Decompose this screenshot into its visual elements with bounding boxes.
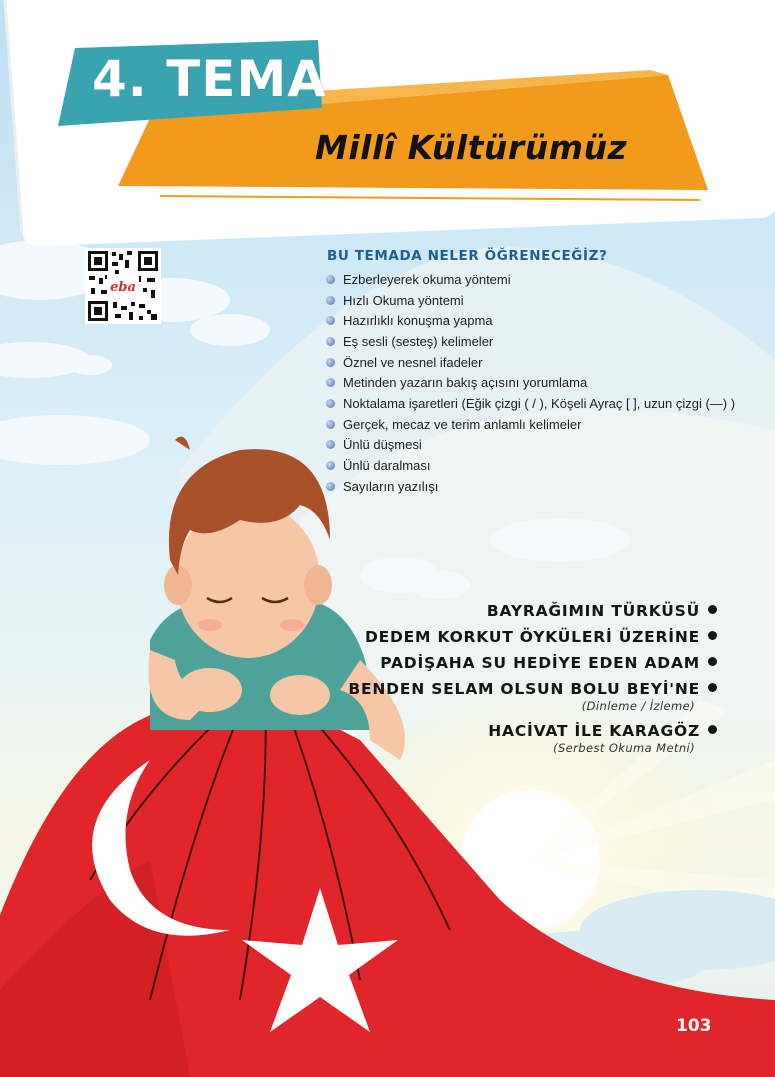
bullet-icon <box>326 316 335 325</box>
list-item: Ünlü düşmesi <box>326 435 735 456</box>
list-item: Ünlü daralması <box>326 455 735 476</box>
bullet-icon <box>326 296 335 305</box>
qr-code[interactable] <box>85 248 161 324</box>
topic-list <box>348 598 717 760</box>
theme-title: 4. TEMA <box>92 50 327 108</box>
bullet-icon <box>708 725 717 734</box>
list-item: Gerçek, mecaz ve terim anlamlı kelimeler <box>326 414 735 435</box>
bullet-icon <box>326 420 335 429</box>
bullet-icon <box>326 378 335 387</box>
bullet-icon <box>326 440 335 449</box>
bullet-icon <box>708 657 717 666</box>
bullet-icon <box>708 605 717 614</box>
topic-item[interactable]: PADİŞAHA SU HEDİYE EDEN ADAM <box>348 650 717 676</box>
goals-heading: BU TEMADA NELER ÖĞRENECEĞİZ? <box>327 248 608 264</box>
bullet-icon <box>326 358 335 367</box>
list-item: Öznel ve nesnel ifadeler <box>326 352 735 373</box>
topic-item[interactable]: BENDEN SELAM OLSUN BOLU BEYİ'NE <box>348 676 717 702</box>
list-item: Sayıların yazılışı <box>326 476 735 497</box>
bullet-icon <box>326 461 335 470</box>
list-item: Hazırlıklı konuşma yapma <box>326 310 735 331</box>
qr-logo-text: eba <box>110 280 136 295</box>
bullet-icon <box>326 275 335 284</box>
list-item: Metinden yazarın bakış açısını yorumlama <box>326 372 735 393</box>
topic-item[interactable]: BAYRAĞIMIN TÜRKÜSÜ <box>348 598 717 624</box>
bullet-icon <box>708 631 717 640</box>
bullet-icon <box>708 683 717 692</box>
topic-item[interactable]: DEDEM KORKUT ÖYKÜLERİ ÜZERİNE <box>348 624 717 650</box>
goals-list <box>326 269 735 497</box>
theme-subtitle: Millî Kültürümüz <box>315 128 628 167</box>
page-number: 103 <box>676 1016 712 1036</box>
bullet-icon <box>326 399 335 408</box>
topic-note: (Serbest Okuma Metni) <box>553 741 695 755</box>
topic-item[interactable]: HACİVAT İLE KARAGÖZ <box>348 718 717 744</box>
list-item: Hızlı Okuma yöntemi <box>326 290 735 311</box>
list-item: Eş sesli (sesteş) kelimeler <box>326 331 735 352</box>
list-item: Ezberleyerek okuma yöntemi <box>326 269 735 290</box>
topic-note: (Dinleme / İzleme) <box>581 699 695 713</box>
bullet-icon <box>326 337 335 346</box>
list-item: Noktalama işaretleri (Eğik çizgi ( / ), Köşeli Ayraç [ ], uzun çizgi (—) ) <box>326 393 735 414</box>
bullet-icon <box>326 482 335 491</box>
